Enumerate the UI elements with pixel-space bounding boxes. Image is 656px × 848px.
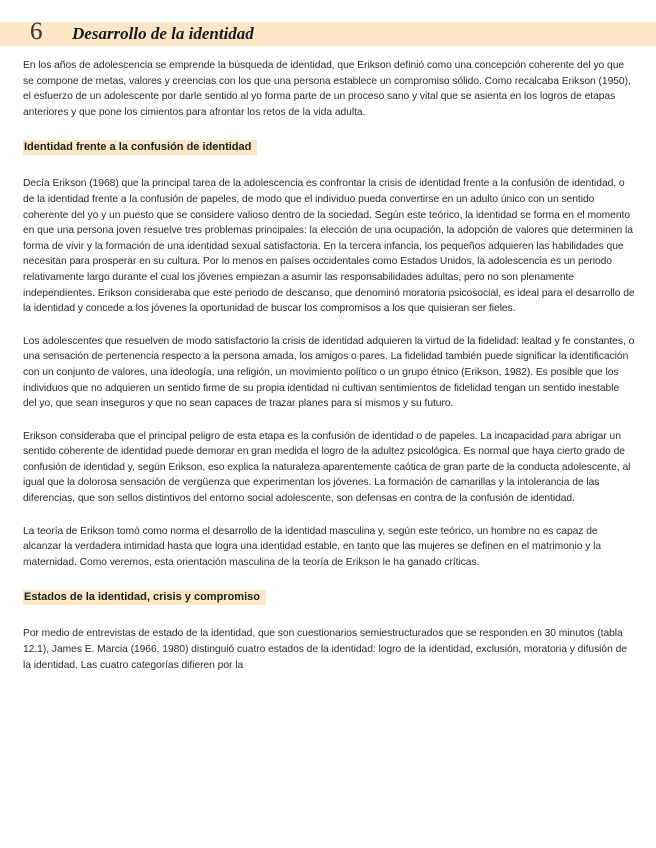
body-paragraph: Los adolescentes que resuelven de modo satisfactorio la crisis de identidad adquieren la virtud de la fidelidad: lealtad y fe constantes, o una sensación de pertenencia respecto a la persona amada, los amigos o pares. La fidelidad también puede significar la identificación con un conjunto de valores, una ideología, una religión, un movimiento político o un grupo étnico (Erikson, 1982). Es posible que los individuos que no adquieren un sentido firme de su propia identidad ni cultivan sentimientos de fidelidad tengan un sentido inestable del yo, que sean inseguros y que no sean capaces de trazar planes para sí mismos y su futuro. bbox=[23, 335, 635, 410]
chapter-title: Desarrollo de la identidad bbox=[72, 24, 254, 43]
page-body bbox=[23, 58, 635, 673]
body-paragraph: La teoría de Erikson tomó como norma el desarrollo de la identidad masculina y, según este teórico, un hombre no es capaz de alcanzar la verdadera intimidad hasta que logra una identidad estable, en tanto que las mujeres se definen en el matrimonio y la maternidad. Como veremos, esta orientación masculina de la teoría de Erikson le ha ganado críticas. bbox=[23, 525, 602, 568]
intro-paragraph: En los años de adolescencia se emprende la búsqueda de identidad, que Erikson definió como una concepción coherente del yo que se compone de metas, valores y creencias con los que una persona establece un compromiso sólido. Como recalcaba Erikson (1950), el esfuerzo de un adolescente por darle sentido al yo forma parte de un proceso sano y vital que se asienta en los logros de etapas anteriores y que pone los cimientos para afrontar los retos de la vida adulta. bbox=[23, 60, 631, 118]
body-paragraph: Por medio de entrevistas de estado de la identidad, que son cuestionarios semiestructurados que se responden en 30 minutos (tabla 12.1), James E. Marcia (1966, 1980) distinguió cuatro estados de la identidad: logro de la identidad, exclusión, moratoria y difusión de la identidad. Las cuatro categorías difieren por la bbox=[23, 628, 627, 671]
chapter-number: 6 bbox=[30, 18, 43, 45]
section-heading-identity-vs-confusion: Identidad frente a la confusión de identidad bbox=[23, 140, 257, 155]
body-paragraph: Decía Erikson (1968) que la principal tarea de la adolescencia es confrontar la crisis de identidad frente a la confusión de identidad, o de la identidad frente a la confusión de papeles, de modo que el individuo pueda convertirse en un adulto único con un sentido coherente del yo y un puesto que se considere valioso dentro de la sociedad. Según este teórico, la identidad se forma en el momento en que una persona joven resuelve tres problemas principales: la elección de una ocupación, la adopción de valores que determinen la forma de vivir y la formación de una identidad sexual satisfactoria. En la tercera infancia, los pequeños adquieren las habilidades que necesitan para prosperar en su cultura. Por lo menos en países occidentales como Estados Unidos, la adolescencia es un periodo relativamente largo durante el cual los jóvenes empiezan a asumir las responsabilidades adultas, pero no son plenamente independientes. Erikson consideraba que este periodo de descanso, que denominó moratoria psicosocial, es ideal para el desarrollo de la identidad y concede a los jóvenes la oportunidad de buscar los compromisos a los que quisieran ser fieles. bbox=[23, 178, 635, 315]
section-heading-identity-states: Estados de la identidad, crisis y compromiso bbox=[23, 590, 266, 605]
body-paragraph: Erikson consideraba que el principal peligro de esta etapa es la confusión de identidad o de papeles. La incapacidad para abrigar un sentido coherente de identidad puede demorar en gran medida el logro de la adultez psicológica. Es normal que haya cierto grado de confusión de identidad y, según Erikson, eso explica la naturaleza aparentemente caótica de gran parte de la conducta adolescente, al igual que la dolorosa sensación de vergüenza que experimentan los jóvenes. La formación de camarillas y la intolerancia de las diferencias, que son sellos distintivos del entorno social adolescente, son defensas en contra de la confusión de identidad. bbox=[23, 430, 631, 505]
